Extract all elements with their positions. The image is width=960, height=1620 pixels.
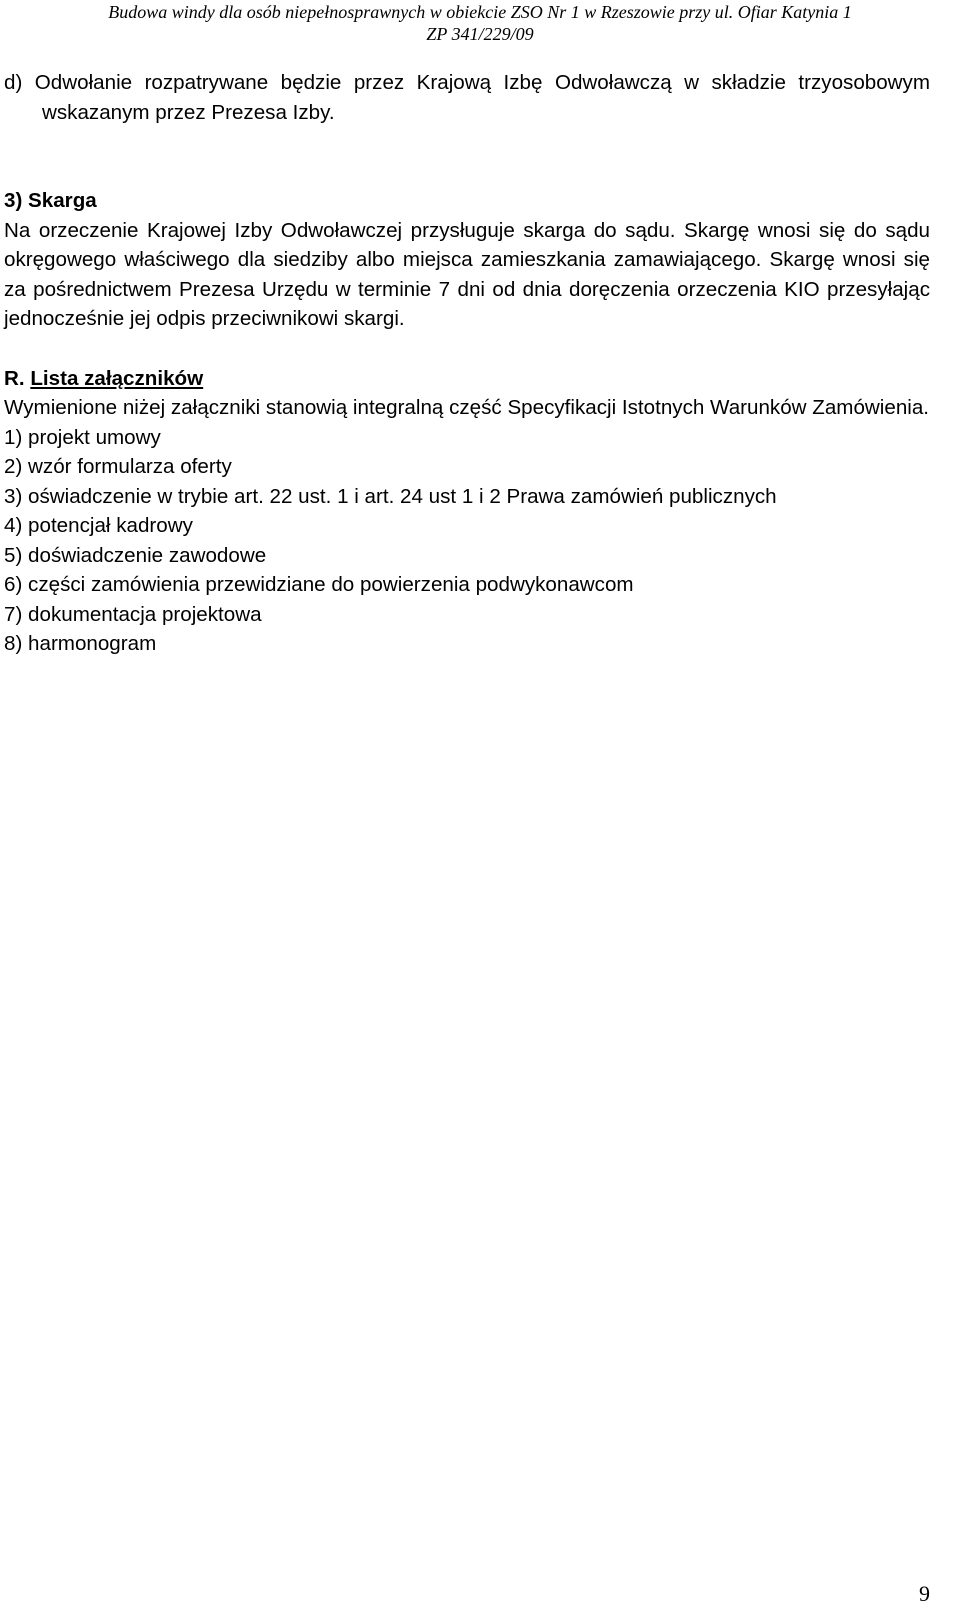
appeal-paragraph: d) Odwołanie rozpatrywane będzie przez Krajową Izbę Odwoławczą w składzie trzyosobowym wskazanym przez Prezesa Izby. [4,71,930,124]
complaint-heading: 3) Skarga [4,189,97,212]
list-item: 6) części zamówienia przewidziane do powierzenia podwykonawcom [4,573,634,596]
attachments-intro: Wymienione niżej załączniki stanowią integralną część Specyfikacji Istotnych Warunków Zamówienia. [4,396,930,419]
complaint-paragraph: Na orzeczenie Krajowej Izby Odwoławczej przysługuje skarga do sądu. Skargę wnosi się do sądu okręgowego właściwego dla siedziby albo miejsca zamieszkania zamawiającego. Skargę wnosi się za pośrednictwem Prezesa Urzędu w terminie 7 dni od dnia doręczenia orzeczenia KIO przesyłając jednocześnie jej odpis przeciwnikowi skargi. [4,218,930,330]
attachments-heading-title: Lista załączników [30,366,204,390]
attachments-list [4,423,930,659]
attachments-heading-prefix: R. [4,366,25,390]
spacer [4,334,930,364]
page-header [0,0,960,45]
list-item: 7) dokumentacja projektowa [4,602,262,626]
header-title: Budowa windy dla osób niepełnosprawnych w obiekcie ZSO Nr 1 w Rzeszowie przy ul. Ofiar Katynia 1 [108,2,852,22]
document-body [4,68,930,659]
header-reference: ZP 341/229/09 [426,24,534,44]
list-item: 1) projekt umowy [4,425,161,449]
attachments-heading [4,364,930,394]
spacer [4,127,930,186]
list-item: 3) oświadczenie w trybie art. 22 ust. 1 i art. 24 ust 1 i 2 Prawa zamówień publicznych [4,484,777,508]
list-item: 5) doświadczenie zawodowe [4,543,267,567]
list-item: 2) wzór formularza oferty [4,455,232,478]
page-number: 9 [919,1581,930,1606]
list-item: 4) potencjał kadrowy [4,514,193,537]
list-item: 8) harmonogram [4,632,157,655]
